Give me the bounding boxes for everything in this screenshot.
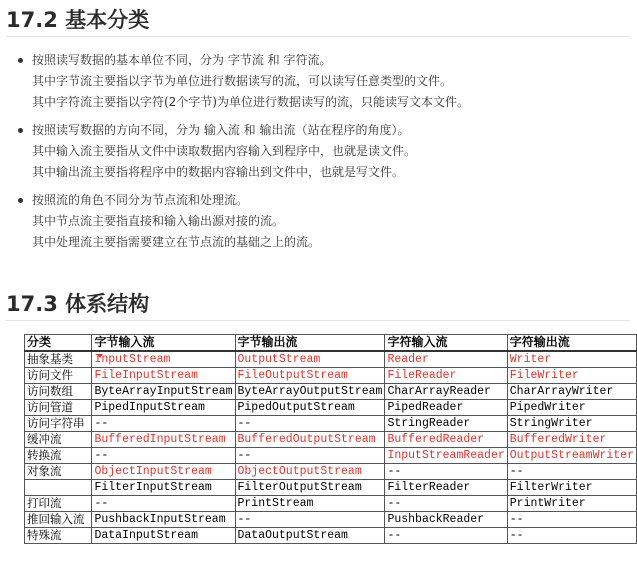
table-category-cell: 特殊流 xyxy=(25,528,92,544)
table-cell: PipedInputStream xyxy=(92,400,235,416)
table-category-cell: 访问数组 xyxy=(25,384,92,400)
table-cell: BufferedOutputStream xyxy=(235,432,385,448)
table-row xyxy=(25,368,637,384)
table-cell: FileOutputStream xyxy=(235,368,385,384)
table-cell: -- xyxy=(385,528,507,544)
table-row xyxy=(25,448,637,464)
table-row xyxy=(25,528,637,544)
table-cell: FilterOutputStream xyxy=(235,480,385,496)
table-row xyxy=(25,480,637,496)
table-cell: CharArrayReader xyxy=(385,384,507,400)
table-row xyxy=(25,351,637,368)
table-category-cell: 转换流 xyxy=(25,448,92,464)
bullet-item xyxy=(14,190,624,253)
table-cell: FileReader xyxy=(385,368,507,384)
table-row xyxy=(25,416,637,432)
table-row xyxy=(25,464,637,480)
bullet-line: 其中字节流主要指以字节为单位进行数据读写的流，可以读写任意类型的文件。 xyxy=(32,74,453,88)
table-cell: -- xyxy=(92,416,235,432)
table-cell: PushbackReader xyxy=(385,512,507,528)
table-category-cell: 抽象基类 xyxy=(25,351,92,368)
table-cell: -- xyxy=(507,512,636,528)
table-cell: StringWriter xyxy=(507,416,636,432)
table-cell: Writer xyxy=(507,351,636,368)
table-category-cell: 访问文件 xyxy=(25,368,92,384)
table-cell: Reader xyxy=(385,351,507,368)
bullet-line: 按照读写数据的基本单位不同，分为 字节流 和 字符流。 xyxy=(32,53,332,67)
table-row xyxy=(25,384,637,400)
heading-divider xyxy=(6,320,630,321)
table-category-cell: 访问字符串 xyxy=(25,416,92,432)
table-cell: FilterWriter xyxy=(507,480,636,496)
table-cell: OutputStream xyxy=(235,351,385,368)
table-row xyxy=(25,512,637,528)
table-cell: -- xyxy=(507,528,636,544)
bullet-line: 其中节点流主要指直接和输入输出源对接的流。 xyxy=(32,214,285,228)
table-cell: InputStreamReader xyxy=(385,448,507,464)
bullet-line: 其中字符流主要指以字符(2个字节)为单位进行数据读写的流，只能读写文本文件。 xyxy=(32,95,470,109)
table-cell: -- xyxy=(92,448,235,464)
table-category-cell: 打印流 xyxy=(25,496,92,512)
table-category-cell: 推回输入流 xyxy=(25,512,92,528)
table-category-cell: 访问管道 xyxy=(25,400,92,416)
table-cell: PushbackInputStream xyxy=(92,512,235,528)
table-category-cell: 缓冲流 xyxy=(25,432,92,448)
stream-class-table xyxy=(24,334,637,544)
table-cell: PrintStream xyxy=(235,496,385,512)
table-cell: FileInputStream xyxy=(92,368,235,384)
bullet-line: 按照流的角色不同分为节点流和处理流。 xyxy=(32,193,249,207)
section-heading-17-3: 17.3 体系结构 xyxy=(6,292,150,316)
heading-divider xyxy=(6,36,630,37)
table-cell: PrintWriter xyxy=(507,496,636,512)
table-cell: -- xyxy=(235,512,385,528)
table-cell: FilterReader xyxy=(385,480,507,496)
table-cell: OutputStreamWriter xyxy=(507,448,636,464)
table-header-row xyxy=(25,335,637,352)
section-heading-17-2: 17.2 基本分类 xyxy=(6,8,150,32)
table-cell: InputStream xyxy=(92,351,235,368)
table-cell: BufferedInputStream xyxy=(92,432,235,448)
table-cell: -- xyxy=(385,464,507,480)
bullet-list xyxy=(14,50,624,253)
table-header-cell: 字符输出流 xyxy=(507,335,636,352)
table-cell: ByteArrayInputStream xyxy=(92,384,235,400)
table-cell: CharArrayWriter xyxy=(507,384,636,400)
table-cell: DataOutputStream xyxy=(235,528,385,544)
table-cell: -- xyxy=(92,496,235,512)
table-header-cell: 分类 xyxy=(25,335,92,352)
bullet-line: 按照读写数据的方向不同，分为 输入流 和 输出流（站在程序的角度）。 xyxy=(32,123,410,137)
table-cell: -- xyxy=(385,496,507,512)
table-cell: -- xyxy=(235,416,385,432)
cell-marker-icon xyxy=(97,354,103,358)
table-cell: -- xyxy=(507,464,636,480)
table-cell: BufferedWriter xyxy=(507,432,636,448)
bullet-line: 其中输出流主要指将程序中的数据内容输出到文件中，也就是写文件。 xyxy=(32,165,405,179)
table-row xyxy=(25,400,637,416)
table-cell: PipedOutputStream xyxy=(235,400,385,416)
table-cell: FileWriter xyxy=(507,368,636,384)
bullet-line: 其中处理流主要指需要建立在节点流的基础之上的流。 xyxy=(32,235,321,249)
table-header-cell: 字符输入流 xyxy=(385,335,507,352)
table-cell: -- xyxy=(235,448,385,464)
bullet-line: 其中输入流主要指从文件中读取数据内容输入到程序中，也就是读文件。 xyxy=(32,144,417,158)
table-cell: DataInputStream xyxy=(92,528,235,544)
table-header-cell: 字节输入流 xyxy=(92,335,235,352)
stream-class-table-wrapper xyxy=(24,334,637,544)
table-cell: BufferedReader xyxy=(385,432,507,448)
bullet-item xyxy=(14,120,624,183)
table-cell: StringReader xyxy=(385,416,507,432)
table-cell: FilterInputStream xyxy=(92,480,235,496)
table-category-cell: 对象流 xyxy=(25,464,92,480)
table-cell: PipedReader xyxy=(385,400,507,416)
table-cell: ObjectInputStream xyxy=(92,464,235,480)
table-cell: ByteArrayOutputStream xyxy=(235,384,385,400)
table-cell: PipedWriter xyxy=(507,400,636,416)
bullet-item xyxy=(14,50,624,113)
table-row xyxy=(25,432,637,448)
table-cell: ObjectOutputStream xyxy=(235,464,385,480)
table-header-cell: 字节输出流 xyxy=(235,335,385,352)
table-category-cell xyxy=(25,480,92,496)
table-row xyxy=(25,496,637,512)
